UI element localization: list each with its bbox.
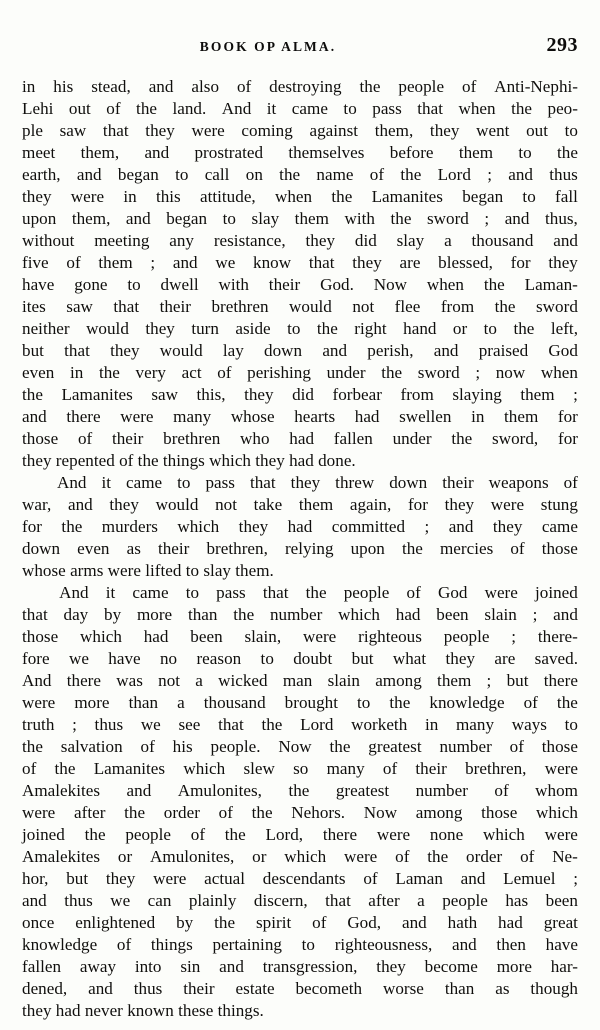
text-line: truth ; thus we see that the Lord worketh in many ways to xyxy=(22,715,578,734)
text-line: once enlightened by the spirit of God, and hath had great xyxy=(22,913,578,932)
text-line: they had never known these things. xyxy=(22,1001,264,1020)
text-line: Amalekites and Amulonites, the greatest number of whom xyxy=(22,781,578,800)
text-line: for the murders which they had committed ; and they came xyxy=(22,517,578,536)
text-line: they repented of the things which they had done. xyxy=(22,451,356,470)
running-head xyxy=(22,34,578,60)
text-line: the salvation of his people. Now the greatest number of those xyxy=(22,737,578,756)
text-line: but that they would lay down and perish, and praised God xyxy=(22,341,578,360)
text-line: those of their brethren who had fallen under the sword, for xyxy=(22,429,578,448)
text-line: joined the people of the Lord, there were none which were xyxy=(22,825,578,844)
text-line: Amalekites or Amulonites, or which were of the order of Ne- xyxy=(22,847,578,866)
text-line: even in the very act of perishing under the sword ; now when xyxy=(22,363,578,382)
text-line: without meeting any resistance, they did slay a thousand and xyxy=(22,231,578,250)
paragraph xyxy=(22,582,578,1022)
text-line: have gone to dwell with their God. Now when the Laman- xyxy=(22,275,578,294)
text-line: the Lamanites saw this, they did forbear from slaying them ; xyxy=(22,385,578,404)
text-line: that day by more than the number which had been slain ; and xyxy=(22,605,578,624)
text-line: fallen away into sin and transgression, they become more har- xyxy=(22,957,578,976)
text-line: dened, and thus their estate becometh worse than as though xyxy=(22,979,578,998)
text-line: hor, but they were actual descendants of Laman and Lemuel ; xyxy=(22,869,578,888)
text-line: ple saw that they were coming against them, they went out to xyxy=(22,121,578,140)
text-line: And there was not a wicked man slain among them ; but there xyxy=(22,671,578,690)
text-line: And it came to pass that the people of God were joined xyxy=(59,583,578,602)
text-line: And it came to pass that they threw down their weapons of xyxy=(56,473,578,492)
text-line: in his stead, and also of destroying the people of Anti-Nephi- xyxy=(22,77,578,96)
text-line: knowledge of things pertaining to righteousness, and then have xyxy=(22,935,578,954)
text-line: five of them ; and we know that they are blessed, for they xyxy=(22,253,578,272)
text-line: neither would they turn aside to the right hand or to the left, xyxy=(22,319,578,338)
text-line: they were in this attitude, when the Lamanites began to fall xyxy=(22,187,578,206)
text-line: upon them, and began to slay them with the sword ; and thus, xyxy=(22,209,578,228)
text-line: of the Lamanites which slew so many of their brethren, were xyxy=(22,759,578,778)
book-title-header: BOOK OP ALMA. xyxy=(199,39,337,54)
text-line: and thus we can plainly discern, that after a people has been xyxy=(22,891,578,910)
text-line: were after the order of the Nehors. Now among those which xyxy=(22,803,578,822)
text-line: earth, and began to call on the name of the Lord ; and thus xyxy=(22,165,578,184)
text-line: ites saw that their brethren would not flee from the sword xyxy=(22,297,578,316)
text-line: fore we have no reason to doubt but what they are saved. xyxy=(22,649,578,668)
text-line: and there were many whose hearts had swellen in them for xyxy=(22,407,578,426)
paragraph xyxy=(22,76,578,472)
text-line: were more than a thousand brought to the knowledge of the xyxy=(22,693,578,712)
text-line: Lehi out of the land. And it came to pass that when the peo- xyxy=(22,99,578,118)
paragraph xyxy=(22,472,578,582)
page-number: 293 xyxy=(546,34,578,56)
body-text-block xyxy=(22,76,578,1022)
text-line: meet them, and prostrated themselves before them to the xyxy=(22,143,578,162)
text-line: those which had been slain, were righteous people ; there- xyxy=(22,627,578,646)
text-line: whose arms were lifted to slay them. xyxy=(22,561,274,580)
text-line: war, and they would not take them again, for they were stung xyxy=(22,495,578,514)
text-line: down even as their brethren, relying upon the mercies of those xyxy=(22,539,578,558)
